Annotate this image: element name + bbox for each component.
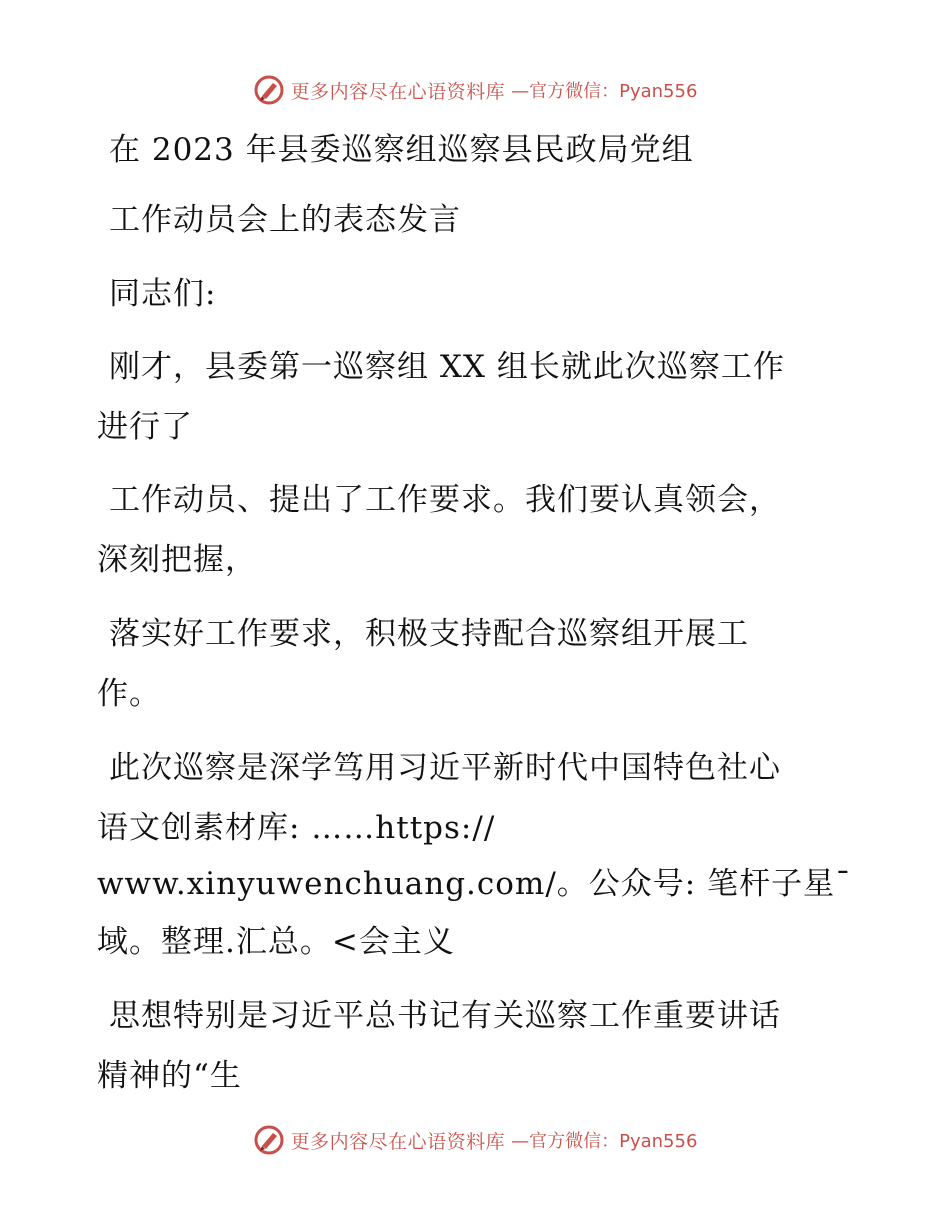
footer-watermark	[0, 1120, 950, 1160]
title-line-2: 工作动员会上的表态发言	[109, 202, 461, 238]
paragraph-line: 落实好工作要求，积极支持配合巡察组开展工	[109, 616, 749, 652]
paragraph-line: 进行了	[97, 409, 193, 445]
paragraph-line: 刚才，县委第一巡察组 XX 组长就此次巡察工作	[109, 349, 785, 385]
paragraph-line: www.xinyuwenchuang.com/。公众号: 笔杆子星¯	[97, 866, 852, 902]
watermark-text: 更多内容尽在心语资料库	[290, 80, 506, 103]
paragraph-line: 域。整理.汇总。<会主义	[97, 924, 455, 960]
pen-logo-icon	[253, 1124, 285, 1156]
paragraph-line: 此次巡察是深学笃用习近平新时代中国特色社心	[109, 750, 781, 786]
paragraph-line: 精神的“生	[97, 1058, 242, 1094]
title-line-1: 在 2023 年县委巡察组巡察县民政局党组	[109, 132, 694, 168]
header-watermark	[0, 70, 950, 110]
paragraph-line: 语文创素材库: ……https://	[97, 810, 496, 846]
paragraph-line: 深刻把握，	[97, 542, 257, 578]
salutation: 同志们:	[109, 276, 217, 312]
paragraph-line: 作。	[97, 676, 161, 712]
watermark-contact: —官方微信：Pyan556	[511, 1131, 698, 1152]
pen-logo-icon	[253, 74, 285, 106]
paragraph-line: 工作动员、提出了工作要求。我们要认真领会，	[109, 482, 781, 518]
paragraph-line: 思想特别是习近平总书记有关巡察工作重要讲话	[109, 998, 781, 1034]
watermark-text: 更多内容尽在心语资料库	[290, 1130, 506, 1153]
watermark-contact: —官方微信：Pyan556	[511, 81, 698, 102]
